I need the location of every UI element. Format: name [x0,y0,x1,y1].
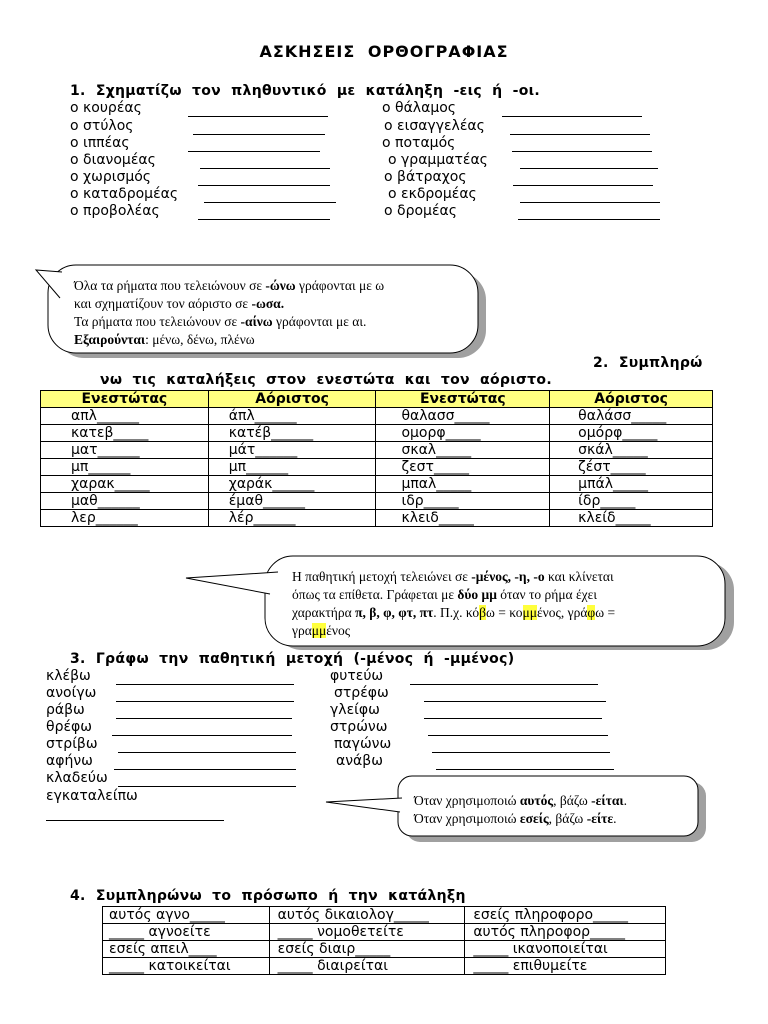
rule-note-wno: Όλα τα ρήματα που τελειώνουν σε -ώνω γράφονται με ω και σχηματίζουν τον αόριστο σε -ωσα. Τα ρήματα που τελειώνουν σε -αίνω γράφονται με αι. Εξαιρούνται: μένω, δένω, πλένω [74,278,385,347]
table-cell[interactable]: θαλάσσ_____ [550,408,713,425]
table-cell[interactable]: ζέστ_____ [550,459,713,476]
table-cell[interactable]: χαράκ______ [208,476,376,493]
ex3-verb: ράβω [46,702,85,718]
ex1-answer-line[interactable] [520,202,660,203]
ex1-item: ο κουρέας [70,100,142,116]
ex1-answer-line[interactable] [198,219,330,220]
ex3-answer-line[interactable] [116,701,294,702]
ex1-answer-line[interactable] [518,219,660,220]
ex1-answer-line[interactable] [188,151,320,152]
ex1-item: ο ιππέας [70,135,130,151]
table-row [41,425,713,442]
person-ending-table [102,906,666,975]
table-cell[interactable]: μπ______ [41,459,209,476]
table-cell[interactable]: κλειδ_____ [376,510,550,527]
ex3-answer-line[interactable] [424,718,602,719]
ex3-verb: κλέβω [46,668,91,684]
ex1-answer-line[interactable] [502,116,642,117]
table-cell[interactable]: ομόρφ_____ [550,425,713,442]
ex1-answer-line[interactable] [204,202,336,203]
ex1-item: ο διανομέας [70,152,156,168]
ex1-answer-line[interactable] [512,151,652,152]
table-cell[interactable]: μαθ______ [41,493,209,510]
ex1-answer-line[interactable] [198,185,330,186]
rule-note-person-ending: Όταν χρησιμοποιώ αυτός, βάζω -είται. Όταν χρησιμοποιώ εσείς, βάζω -είτε. [414,793,627,826]
ex3-verb: ανοίγω [46,685,97,701]
ex1-item: ο βάτραχος [384,169,467,185]
ex1-item: ο καταδρομέας [70,186,179,202]
ex3-verb: αφήνω [46,753,93,769]
ex3-verb: κλαδεύω [46,770,108,786]
table-cell[interactable]: _____ αγνοείτε [103,924,270,941]
table-cell[interactable]: κατεβ_____ [41,425,209,442]
table-row [41,408,713,425]
ex3-verb: στρώνω [330,719,388,735]
ex3-answer-line[interactable] [436,769,614,770]
table-cell[interactable]: χαρακ_____ [41,476,209,493]
table-cell[interactable]: απλ______ [41,408,209,425]
table-cell[interactable]: λέρ______ [208,510,376,527]
column-header: Αόριστος [550,391,713,408]
table-cell[interactable]: αυτός πληροφορ_____ [465,924,666,941]
ex1-answer-line[interactable] [520,168,658,169]
table-cell[interactable]: μπ______ [208,459,376,476]
table-cell[interactable]: σκάλ_____ [550,442,713,459]
table-cell[interactable]: ίδρ_____ [550,493,713,510]
table-row [103,907,666,924]
table-row [41,476,713,493]
ex1-item: ο στύλος [70,118,134,134]
ex1-item: ο εισαγγελέας [384,118,485,134]
table-cell[interactable]: _____ διαιρείται [269,958,465,975]
ex3-verb: γλείφω [330,702,380,718]
table-cell[interactable]: _____ νομοθετείτε [269,924,465,941]
table-cell[interactable]: μάτ______ [208,442,376,459]
ex1-answer-line[interactable] [510,134,650,135]
table-header-row [41,391,713,408]
exercise-1-heading: 1. Σχηματίζω τον πληθυντικό με κατάληξη -εις ή -οι. [70,83,541,99]
table-cell[interactable]: λερ______ [41,510,209,527]
table-cell[interactable]: κλείδ_____ [550,510,713,527]
table-row [41,459,713,476]
ex1-answer-line[interactable] [188,116,328,117]
table-row [41,493,713,510]
column-header: Ενεστώτας [376,391,550,408]
ex3-verb: ανάβω [336,753,383,769]
table-cell[interactable]: εσείς απειλ____ [103,941,270,958]
ex3-answer-line[interactable] [118,786,296,787]
column-header: Αόριστος [208,391,376,408]
table-row [41,510,713,527]
ex1-item: ο δρομέας [384,203,457,219]
exercise-2-heading-part1: 2. Συμπληρώ [593,355,703,371]
ex3-answer-line[interactable] [428,735,608,736]
ex3-verb: παγώνω [334,736,392,752]
page-title: ΑΣΚΗΣΕΙΣ ΟΡΘΟΓΡΑΦΙΑΣ [259,42,509,61]
table-cell[interactable]: εσείς διαιρ_____ [269,941,465,958]
ex3-answer-line[interactable] [118,752,296,753]
table-cell[interactable]: άπλ______ [208,408,376,425]
table-cell[interactable]: _____ ικανοποιείται [465,941,666,958]
ex1-item: ο προβολέας [70,203,160,219]
ex3-verb: στρίβω [46,736,98,752]
ex3-answer-line[interactable] [116,684,294,685]
column-header: Ενεστώτας [41,391,209,408]
ex1-item: ο εκδρομέας [388,186,477,202]
table-cell[interactable]: έμαθ______ [208,493,376,510]
exercise-2-heading-part2: νω τις καταλήξεις στον ενεστώτα και τον αόριστο. [100,372,552,388]
table-cell[interactable]: ματ______ [41,442,209,459]
ex3-answer-line[interactable] [432,752,610,753]
ex3-answer-line[interactable] [424,701,606,702]
table-cell[interactable]: αυτός αγνο_____ [103,907,270,924]
ex3-verb: στρέφω [334,685,389,701]
ex3-answer-line[interactable] [116,718,292,719]
ex1-item: ο γραμματέας [388,152,488,168]
ex1-answer-line[interactable] [200,168,330,169]
ex1-item: ο ποταμός [382,135,456,151]
table-cell[interactable]: μπαλ_____ [376,476,550,493]
rule-note-passive-participle: Η παθητική μετοχή τελειώνει σε -μένος, -η, -ο και κλίνεται όπως τα επίθετα. Γράφεται με δύο μμ όταν το ρήμα έχει χαρακτήρα π, β, φ, φτ, πτ. Π.χ. κόβω = κομμένος, γράφω = γραμμένος [292,569,616,638]
tense-table [40,390,713,527]
ex1-answer-line[interactable] [193,134,325,135]
table-cell[interactable]: μπάλ_____ [550,476,713,493]
table-row [103,941,666,958]
table-cell[interactable]: θαλασσ_____ [376,408,550,425]
table-cell[interactable]: _____ κατοικείται [103,958,270,975]
table-row [41,442,713,459]
table-cell[interactable]: ιδρ_____ [376,493,550,510]
table-cell[interactable]: _____ επιθυμείτε [465,958,666,975]
ex3-verb: φυτεύω [330,668,384,684]
ex3-answer-line[interactable] [112,735,292,736]
table-cell[interactable]: εσείς πληροφορο_____ [465,907,666,924]
ex3-answer-line[interactable] [46,820,224,821]
ex3-answer-line[interactable] [410,684,598,685]
ex3-verb: θρέφω [46,719,92,735]
table-row [103,958,666,975]
table-cell[interactable]: αυτός δικαιολογ_____ [269,907,465,924]
exercise-4-heading: 4. Συμπληρώνω το πρόσωπο ή την κατάληξη [70,888,466,904]
ex1-item: ο χωρισμός [70,169,152,185]
ex1-item: ο θάλαμος [382,100,457,116]
ex3-verb: εγκαταλείπω [46,788,138,804]
table-cell[interactable]: κατέβ______ [208,425,376,442]
exercise-3-heading: 3. Γράφω την παθητική μετοχή (-μένος ή -μμένος) [70,651,515,667]
ex3-answer-line[interactable] [114,769,296,770]
table-cell[interactable]: σκαλ_____ [376,442,550,459]
table-cell[interactable]: ζεστ_____ [376,459,550,476]
table-row [103,924,666,941]
table-cell[interactable]: ομορφ_____ [376,425,550,442]
ex1-answer-line[interactable] [513,185,653,186]
